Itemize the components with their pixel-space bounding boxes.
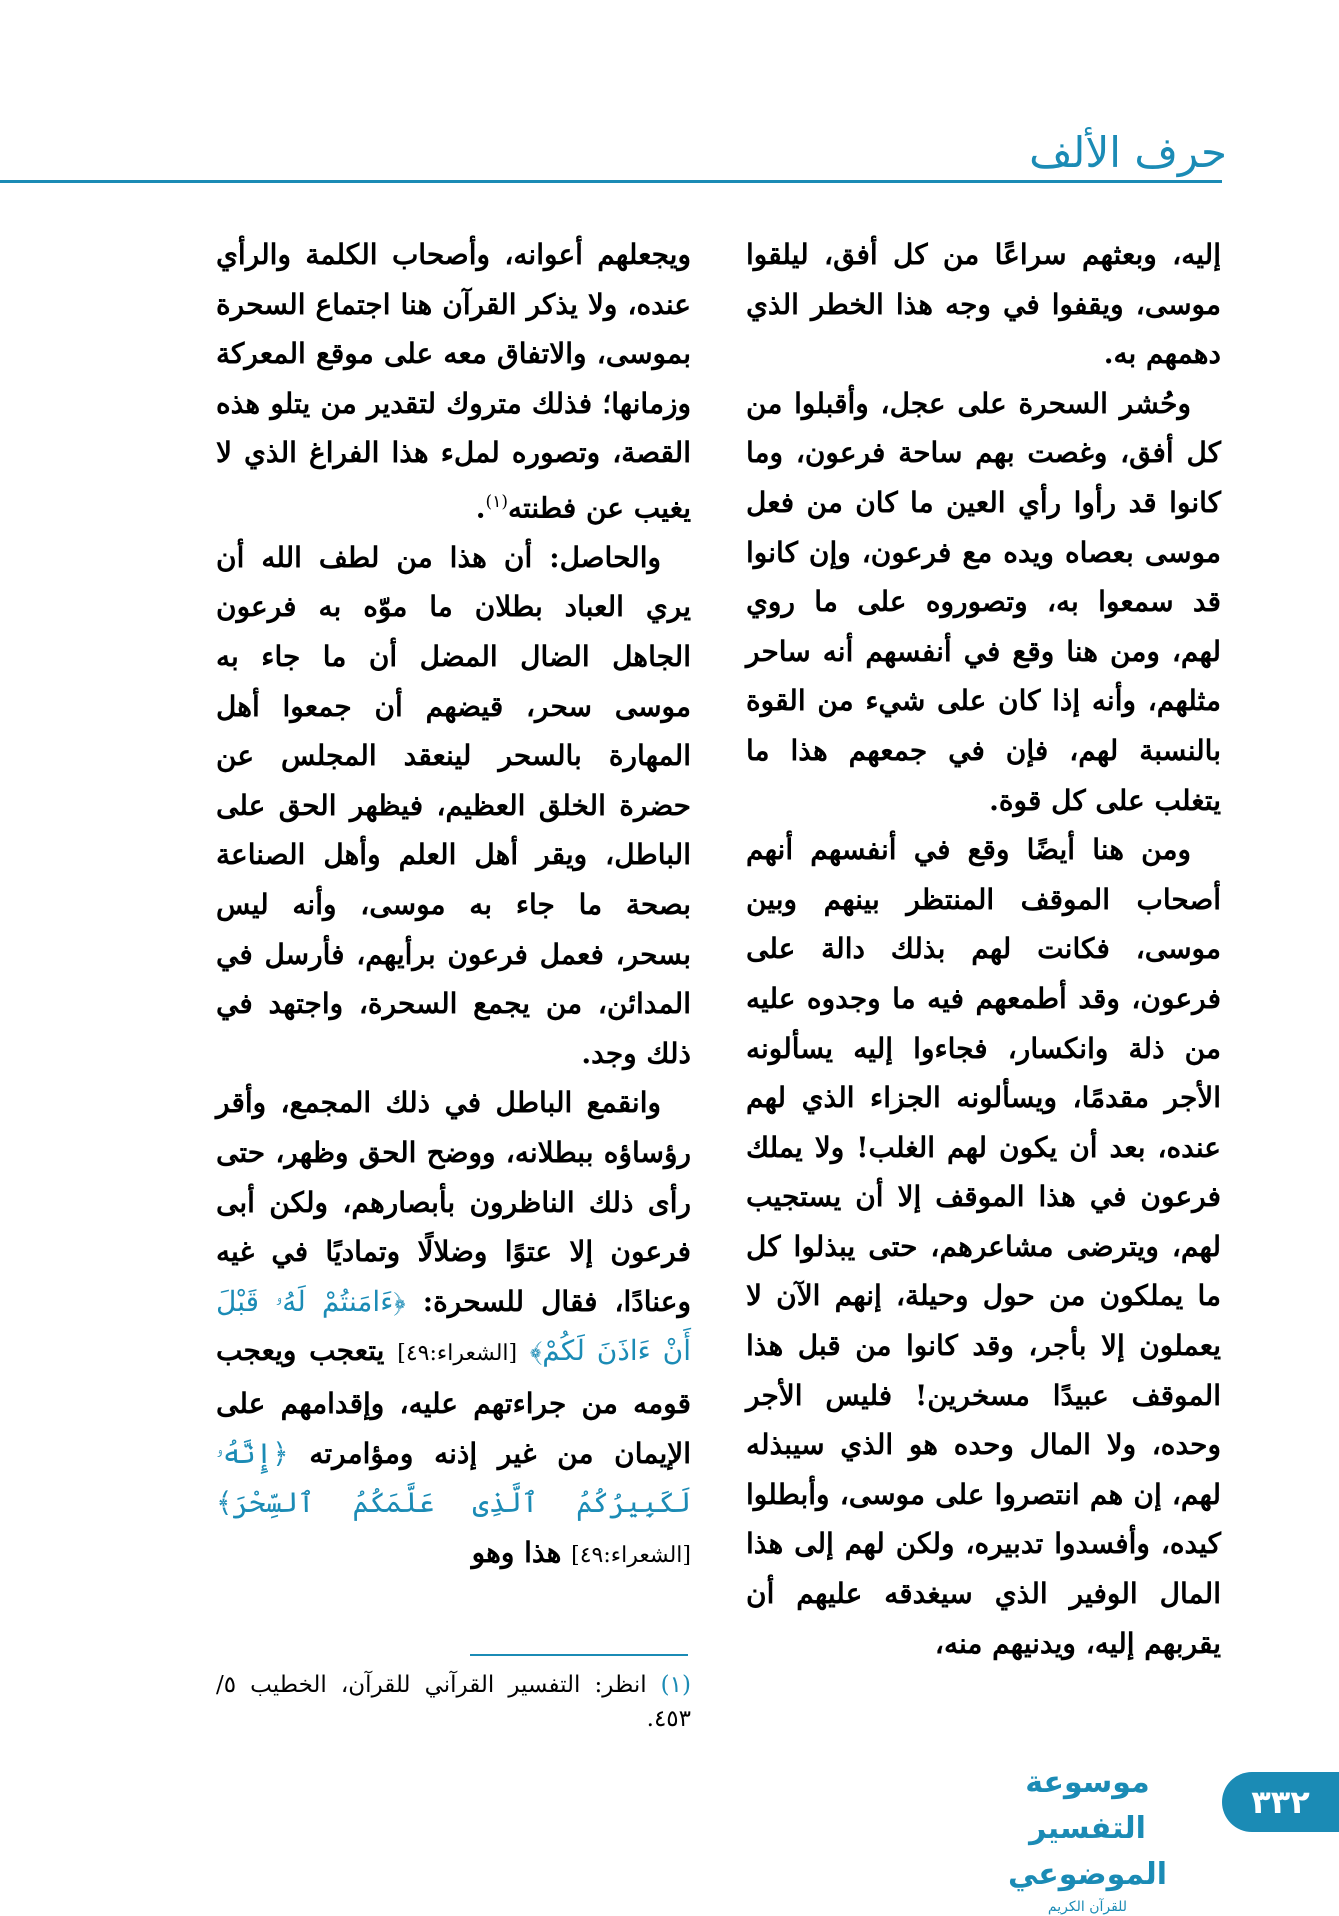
encyclopedia-logo: [965, 1760, 1210, 1915]
footnote-rule: [470, 1654, 688, 1656]
paragraph: [216, 1078, 691, 1580]
paragraph-text: هذا وهو: [471, 1535, 562, 1569]
verse-reference: [الشعراء:٤٩]: [397, 1341, 518, 1367]
quran-verse: ﴿ءَامَنتُمْ لَهُۥ قَبْلَ أَنْ ءَاذَنَ لَكُمْ﴾: [216, 1284, 692, 1368]
left-column: [216, 230, 691, 1580]
quran-verse: ﴿إِنَّهُۥ لَكَبِيرُكُمُ ٱلَّذِى عَلَّمَكُمُ ٱلسِّحْرَ﴾: [216, 1436, 691, 1520]
chapter-title: حرف الألف: [1029, 128, 1227, 177]
footnote: [216, 1668, 691, 1736]
paragraph: إليه، وبعثهم سراعًا من كل أفق، ليلقوا موسى، ويقفوا في وجه هذا الخطر الذي دهمهم به.: [746, 238, 1221, 371]
logo-subtitle: للقرآن الكريم: [1047, 1899, 1128, 1915]
verse-reference: [الشعراء:٤٩]: [571, 1542, 691, 1568]
right-column: [746, 230, 1221, 1668]
paragraph-text: ويجعلهم أعوانه، وأصحاب الكلمة والرأي عنده، ولا يذكر القرآن هنا اجتماع السحرة بموسى، والاتفاق معه على موقع المعركة وزمانها؛ فذلك متروك لتقدير من يتلو هذه القصة، وتصوره لملء هذا الفراغ الذي لا يغيب عن فطنته: [216, 238, 691, 525]
paragraph: وحُشر السحرة على عجل، وأقبلوا من كل أفق، وغصت بهم ساحة فرعون، وما كانوا قد رأوا رأي العين ما كان من فعل موسى بعصاه ويده مع فرعون، وإن كانوا قد سمعوا به، وتصوروه على ما روي لهم، ومن هنا وقع في أنفسهم أنه ساحر مثلهم، وأنه إذا كان على شيء من القوة بالنسبة لهم، فإن في جمعهم هذا ما يتغلب على كل قوة.: [746, 386, 1221, 817]
footnote-number: (١): [660, 1672, 691, 1698]
paragraph-end: .: [475, 491, 486, 525]
paragraph-text: يتعجب ويعجب قومه من جراءتهم عليه، وإقدامهم على الإيمان من غير إذنه ومؤامرته: [216, 1334, 691, 1470]
paragraph: [216, 230, 691, 533]
header-rule: [0, 180, 1222, 183]
paragraph-text: وانقمع الباطل في ذلك المجمع، وأقر رؤساؤه ببطلانه، ووضح الحق وظهر، حتى رأى ذلك الناظرون بأبصارهم، ولكن أبى فرعون إلا عتوًا وضلالًا وتماديًا في غيه وعنادًا، فقال للسحرة:: [216, 1086, 691, 1318]
footnote-text: انظر: التفسير القرآني للقرآن، الخطيب ٥/ ٤٥٣.: [216, 1672, 691, 1732]
footnote-marker: (١): [485, 491, 508, 512]
paragraph: والحاصل: أن هذا من لطف الله أن يري العباد بطلان ما موّه به فرعون الجاهل الضال المضل أن ما جاء به موسى سحر، قيضهم أن جمعوا أهل المهارة بالسحر لينعقد المجلس عن حضرة الخلق العظيم، فيظهر الحق على الباطل، ويقر أهل العلم وأهل الصناعة بصحة ما جاء به موسى، وأنه ليس بسحر، فعمل فرعون برأيهم، فأرسل في المدائن، من يجمع السحرة، واجتهد في ذلك وجد.: [216, 540, 691, 1070]
logo-title: موسوعة التفسير الموضوعي: [1007, 1765, 1168, 1892]
paragraph: ومن هنا أيضًا وقع في أنفسهم أنهم أصحاب الموقف المنتظر بينهم وبين موسى، فكانت لهم بذلك دالة على فرعون، وقد أطمعهم فيه ما وجدوه عليه من ذلة وانكسار، فجاءوا إليه يسألونه الأجر مقدمًا، ويسألونه الجزاء الذي لهم عنده، بعد أن يكون لهم الغلب! ولا يملك فرعون في هذا الموقف إلا أن يستجيب لهم، ويترضى مشاعرهم، حتى يبذلوا كل ما يملكون من حول وحيلة، إنهم الآن لا يعملون إلا بأجر، وقد كانوا من قبل هذا الموقف عبيدًا مسخرين! فليس الأجر وحده، ولا المال وحده هو الذي سيبذله لهم، إن هم انتصروا على موسى، وأبطلوا كيده، وأفسدوا تدبيره، ولكن لهم إلى هذا المال الوفير الذي سيغدقه عليهم أن يقربهم إليه، ويدنيهم منه،: [746, 833, 1221, 1660]
page-number-badge: ٣٣٢: [1222, 1772, 1339, 1832]
